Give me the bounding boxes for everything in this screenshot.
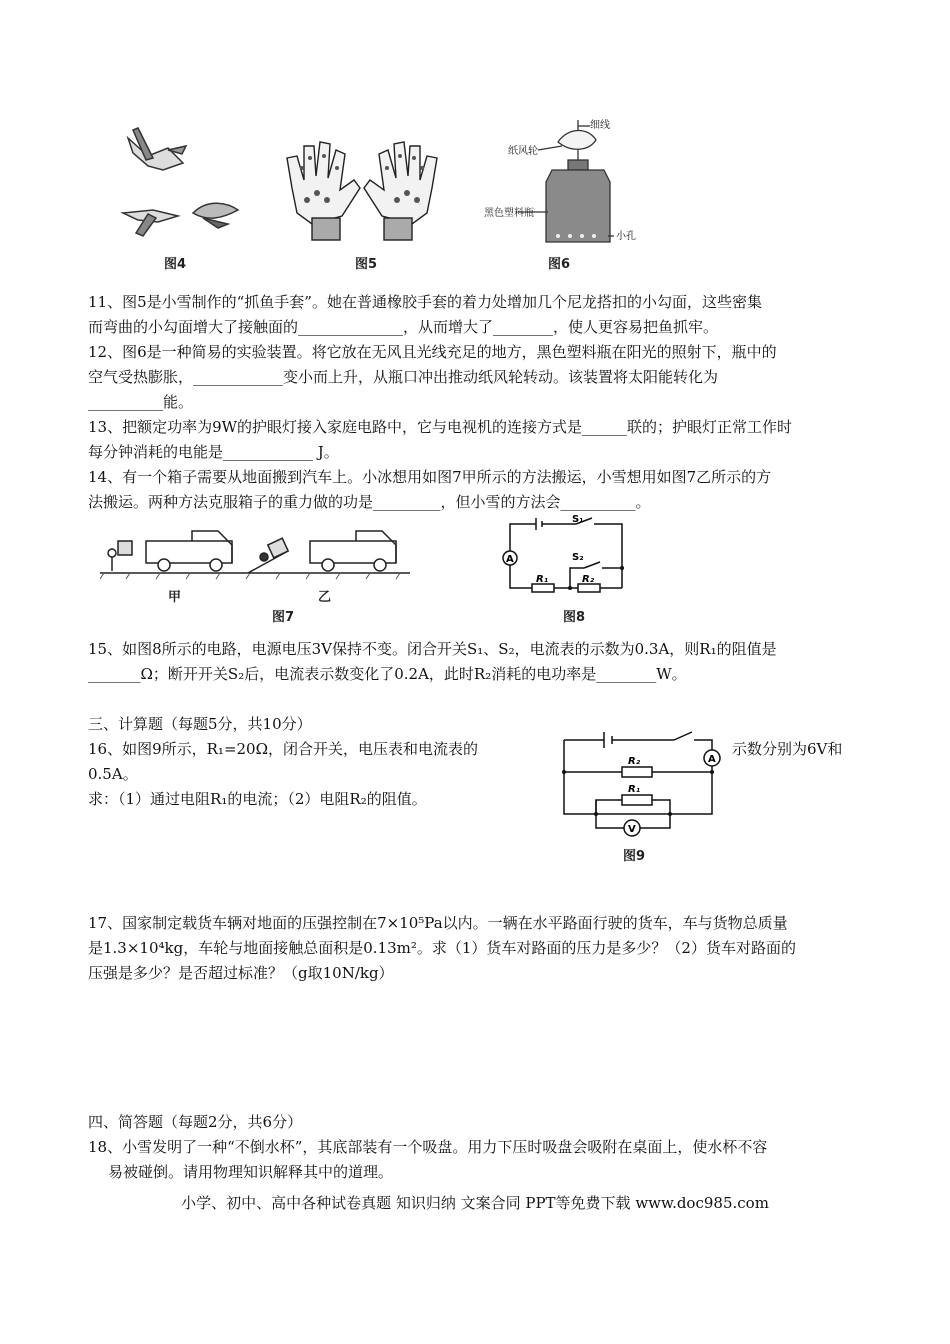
figure-5-caption: 图5 (355, 257, 378, 272)
q13-line-2: 每分钟消耗的电能是____________ J。 (88, 443, 339, 461)
q12-line-2: 空气受热膨胀，____________变小而上升，从瓶口冲出推动纸风轮转动。该装置将太阳能转化为 (88, 368, 719, 386)
figure-6-apparatus (478, 112, 638, 252)
q15-line-2: _______Ω；断开开关S₂后，电流表示数变化了0.2A，此时R₂消耗的电功率是________W。 (88, 665, 687, 683)
footer-text: 小学、初中、高中各种试卷真题 知识归纳 文案合同 PPT等免费下载 www.doc985.com (181, 1194, 769, 1212)
fig9-ammeter-label: A (708, 754, 716, 765)
q17-line-2: 是1.3×10⁴kg，车轮与地面接触总面积是0.13m²。求（1）货车对路面的压力是多少？（2）货车对路面的 (88, 939, 796, 957)
section-3-heading: 三、计算题（每题5分，共10分） (88, 715, 312, 733)
q12-line-1: 12、图6是一种简易的实验装置。将它放在无风且光线充足的地方，黑色塑料瓶在阳光的照射下，瓶中的 (88, 343, 777, 361)
fig9-r1-label: R₁ (628, 784, 641, 795)
q15-line-1: 15、如图8所示的电路，电源电压3V保持不变。闭合开关S₁、S₂，电流表的示数为0.3A，则R₁的阻值是 (88, 640, 777, 658)
figure-9-circuit (552, 728, 728, 844)
q13-line-1: 13、把额定功率为9W的护眼灯接入家庭电路中，它与电视机的连接方式是______联的；护眼灯正常工作时 (88, 418, 793, 436)
fig8-s1-label: S₁ (572, 514, 584, 525)
figure-5-gloves (282, 128, 442, 248)
figure-4-birds (108, 118, 248, 248)
figure-7-label-left: 甲 (168, 590, 182, 605)
fig9-r2-label: R₂ (628, 756, 641, 767)
q16-line-1: 16、如图9所示，R₁=20Ω，闭合开关，电压表和电流表的 (88, 740, 479, 758)
figure-8-caption: 图8 (563, 610, 586, 625)
fig8-r2-label: R₂ (582, 574, 595, 585)
label-hole: 小孔 (616, 231, 636, 242)
label-thread: 细线 (590, 120, 610, 131)
figure-6-caption: 图6 (548, 257, 571, 272)
fig8-r1-label: R₁ (536, 574, 549, 585)
q14-line-1: 14、有一个箱子需要从地面搬到汽车上。小冰想用如图7甲所示的方法搬运，小雪想用如图7乙所示的方 (88, 468, 772, 486)
fig8-s2-label: S₂ (572, 552, 584, 563)
q16-line-1-right: 示数分别为6V和 (732, 740, 843, 758)
fig9-voltmeter-label: V (628, 824, 636, 835)
q16-line-3: 求：（1）通过电阻R₁的电流；（2）电阻R₂的阻值。 (88, 790, 427, 808)
figure-7-caption: 图7 (272, 610, 295, 625)
bird-shape (128, 138, 183, 170)
figure-8-circuit (496, 512, 636, 604)
q17-line-3: 压强是多少？是否超过标准？（g取10N/kg） (88, 964, 394, 982)
q17-line-1: 17、国家制定载货车辆对地面的压强控制在7×10⁵Pa以内。一辆在水平路面行驶的货车，车与货物总质量 (88, 914, 788, 932)
fig8-ammeter-label: A (506, 554, 514, 565)
q12-line-3: __________能。 (88, 393, 194, 411)
q18-line-2: 易被碰倒。请用物理知识解释其中的道理。 (108, 1163, 394, 1181)
section-4-heading: 四、简答题（每题2分，共6分） (88, 1113, 303, 1131)
figure-7-label-right: 乙 (318, 590, 332, 605)
q16-line-2: 0.5A。 (88, 765, 138, 783)
label-bottle: 黑色塑料瓶 (484, 208, 534, 219)
label-pinwheel: 纸风轮 (508, 146, 538, 157)
q18-line-1: 18、小雪发明了一种“不倒水杯”，其底部装有一个吸盘。用力下压时吸盘会吸附在桌面上，使水杯不容 (88, 1138, 768, 1156)
figure-7-trucks (100, 515, 420, 595)
q11-line-2: 而弯曲的小勾面增大了接触面的______________，从而增大了________，使人更容易把鱼抓牢。 (88, 318, 719, 336)
figure-9-caption: 图9 (623, 849, 646, 864)
q14-line-2: 法搬运。两种方法克服箱子的重力做的功是_________，但小雪的方法会__________。 (88, 493, 651, 511)
figure-4-caption: 图4 (164, 257, 187, 272)
q11-line-1: 11、图5是小雪制作的“抓鱼手套”。她在普通橡胶手套的着力处增加几个尼龙搭扣的小勾面，这些密集 (88, 293, 762, 311)
